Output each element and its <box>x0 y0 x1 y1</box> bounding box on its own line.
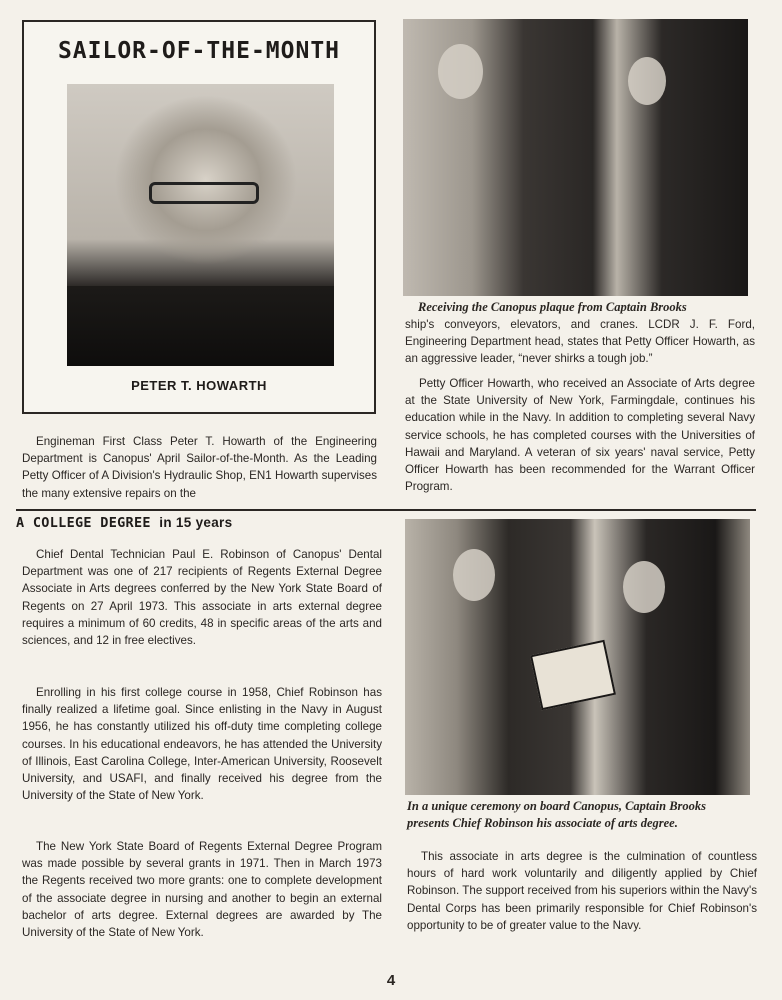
degree-ceremony-photo <box>405 519 750 795</box>
chief-head-shape <box>623 561 665 613</box>
page-number: 4 <box>386 972 396 989</box>
ceremony-caption-line-1: In a unique ceremony on board Canopus, Captain Brooks <box>407 799 707 813</box>
degree-paragraph-1: Chief Dental Technician Paul E. Robinson of Canopus' Dental Department was one of 217 recipients of Regents External Degree Associate in Arts degrees conferred by the New York State Board of Regents on 27 April 1973. This associate in arts external degree requires a minimum of 60 credits, 48 in specific areas of the arts and sciences, and 12 in free electives. <box>22 548 382 648</box>
glasses-shape <box>149 182 259 204</box>
captain-head-shape <box>438 44 483 99</box>
ceremony-caption-line-2: presents Chief Robinson his associate of arts degree. <box>407 816 678 830</box>
section-divider <box>16 509 756 511</box>
howarth-left-paragraph: Engineman First Class Peter T. Howarth of the Engineering Department is Canopus' April Sailor-of-the-Month. As the Leading Petty Officer of A Division's Hydraulic Shop, EN1 Howarth supervises the many extensive repairs on the <box>22 435 377 500</box>
degree-headline <box>16 515 232 531</box>
degree-right-paragraph: This associate in arts degree is the culmination of countless hours of hard work voluntarily and diligently applied by Chief Robinson. The support received from his superiors within the Navy's Dental Corps has been primarily responsible for Chief Robinson's opportunity to be of greater value to the Navy. <box>407 850 757 932</box>
portrait-name-caption: PETER T. HOWARTH <box>131 378 267 393</box>
degree-paragraph-2: Enrolling in his first college course in 1958, Chief Robinson has finally realized a lifetime goal. Since enlisting in the Navy in August 1956, he has constantly utilized his off-duty time completing college courses. In his educational endeavors, he has attended the University of Illinois, East Carolina College, Inter-American University, Roosevelt University, and USAFI, and finally received his degree from the University of the State of New York. <box>22 686 382 803</box>
sailor-head-shape <box>628 57 666 105</box>
captain-head-shape-2 <box>453 549 495 601</box>
howarth-right-paragraph-2: Petty Officer Howarth, who received an Associate of Arts degree at the State University of New York, Farmingdale, continues his education while in the Navy. In addition to completing several Navy service schools, he has completed courses with the Universities of Hawaii and Maryland. A veteran of six years' naval service, Petty Officer Howarth has been recommended for the Warrant Officer Program. <box>405 377 755 494</box>
portrait-photo <box>67 84 334 366</box>
sailor-of-the-month-box <box>22 20 376 414</box>
degree-headline-tail: in 15 years <box>159 515 233 530</box>
box-title: SAILOR-OF-THE-MONTH <box>57 38 341 64</box>
degree-paragraph-3: The New York State Board of Regents External Degree Program was made possible by several grants in 1971. Then in March 1973 the Regents received two more grants: one to complete development of the associate degree in nursing and another to begin an external bachelor of arts degree. External degrees are awarded by The University of the State of New York. <box>22 840 382 940</box>
plaque-photo-caption: Receiving the Canopus plaque from Captain Brooks <box>418 300 687 314</box>
howarth-right-paragraph-1: ship's conveyors, elevators, and cranes. LCDR J. F. Ford, Engineering Department head, states that Petty Officer Howarth, as an aggressive leader, “never shirks a tough job.” <box>405 318 755 366</box>
uniform-collar-shape <box>67 286 334 366</box>
degree-headline-main: A COLLEGE DEGREE <box>16 515 151 531</box>
plaque-presentation-photo <box>403 19 748 296</box>
framed-certificate-shape <box>530 640 616 711</box>
